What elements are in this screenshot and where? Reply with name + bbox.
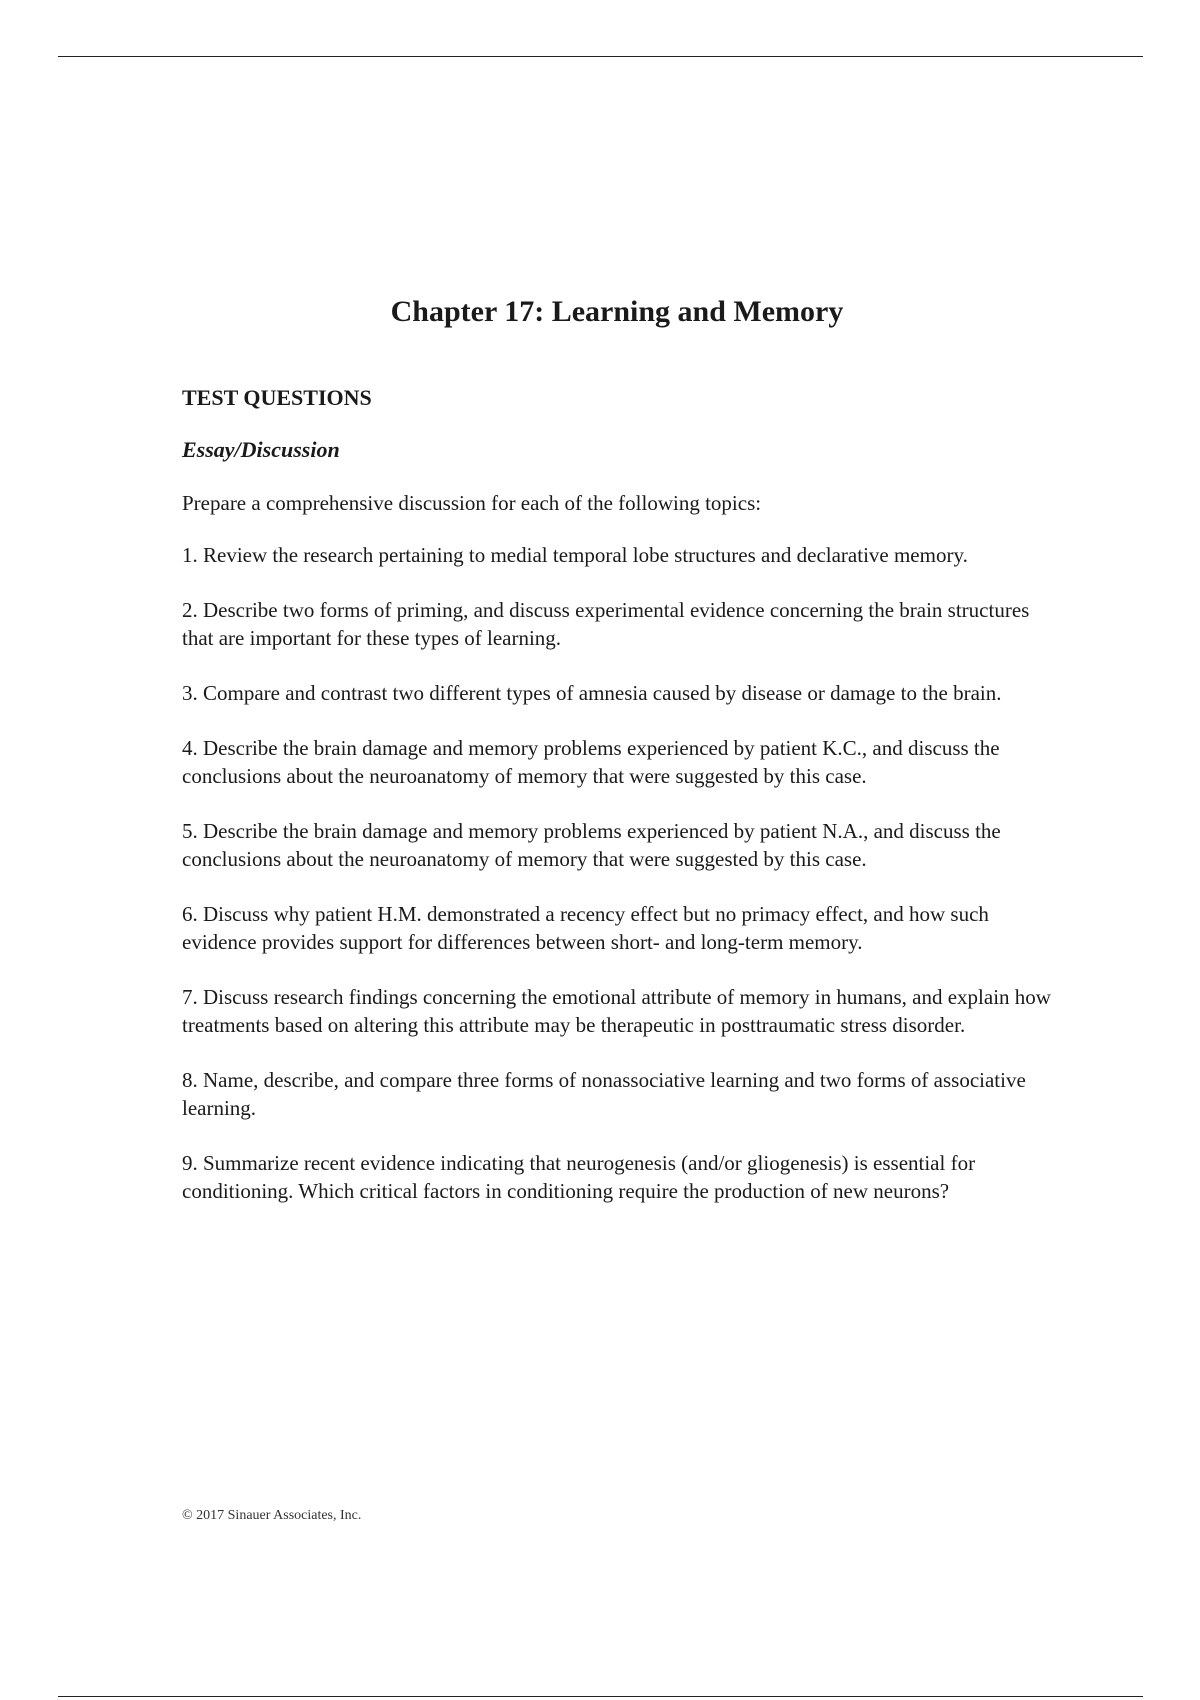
document-body [182,384,1062,1232]
question-item-7: 7. Discuss research findings concerning the emotional attribute of memory in humans, and explain how treatments based on altering this attribute may be therapeutic in posttraumatic stress disorder. [182,985,1051,1037]
question-item-2: 2. Describe two forms of priming, and discuss experimental evidence concerning the brain structures that are important for these types of learning. [182,598,1030,650]
question-item-4: 4. Describe the brain damage and memory problems experienced by patient K.C., and discuss the conclusions about the neuroanatomy of memory that were suggested by this case. [182,736,1000,788]
bottom-rule [58,1696,1143,1697]
question-item-5: 5. Describe the brain damage and memory problems experienced by patient N.A., and discuss the conclusions about the neuroanatomy of memory that were suggested by this case. [182,819,1001,871]
question-item-1: 1. Review the research pertaining to medial temporal lobe structures and declarative memory. [182,543,968,567]
subheading: Essay/Discussion [182,437,340,462]
question-list [182,541,1062,1205]
question-item-6: 6. Discuss why patient H.M. demonstrated a recency effect but no primacy effect, and how such evidence provides support for differences between short- and long-term memory. [182,902,989,954]
top-rule [58,56,1143,57]
section-heading: TEST QUESTIONS [182,385,372,410]
intro-text: Prepare a comprehensive discussion for each of the following topics: [182,491,762,515]
question-item-8: 8. Name, describe, and compare three forms of nonassociative learning and two forms of associative learning. [182,1068,1026,1120]
question-item-3: 3. Compare and contrast two different types of amnesia caused by disease or damage to the brain. [182,681,1002,705]
copyright-footer: © 2017 Sinauer Associates, Inc. [182,1508,362,1523]
page-title: Chapter 17: Learning and Memory [390,295,844,328]
question-item-9: 9. Summarize recent evidence indicating that neurogenesis (and/or gliogenesis) is essential for conditioning. Which critical factors in conditioning require the production of new neurons? [182,1151,976,1203]
